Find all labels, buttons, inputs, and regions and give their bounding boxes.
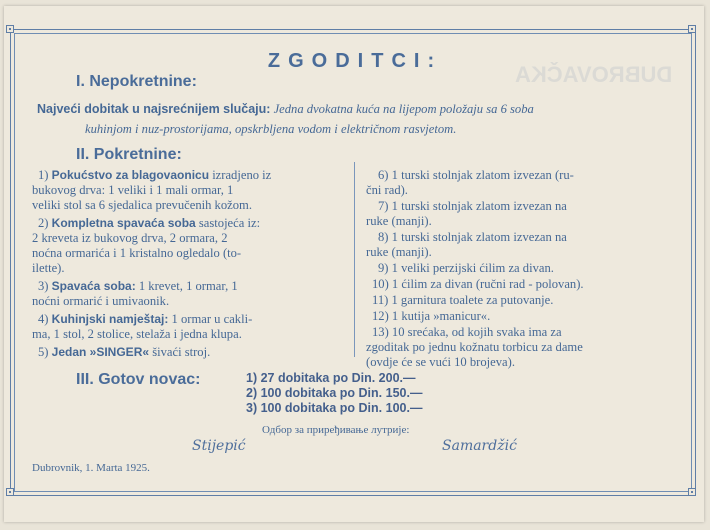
item11: 11) 1 garnitura toalete za putovanje. [372, 293, 554, 307]
corner-ornament-bottom-left [6, 488, 14, 496]
item4-line2: ma, 1 stol, 2 stolice, stelaža i jedna klupa. [32, 327, 242, 341]
bleed-through-text: DUBROVAČKA [515, 62, 673, 87]
item3-number: 3) [38, 279, 49, 293]
section1-lead: Najveći dobitak u najsrećnijem slučaju: [37, 102, 271, 116]
item1-number: 1) [38, 168, 49, 182]
item2-line3: noćna ormarića i 1 kristalno ogledalo (to- [32, 246, 242, 260]
item5-text: šivaći stroj. [152, 345, 211, 359]
committee-label: Одбор за приређивање лутрије: [262, 424, 410, 436]
section1-line1 [37, 102, 534, 117]
item1-line2: bukovog drva: 1 veliki i 1 mali ormar, 1 [32, 183, 234, 197]
item4-text: 1 ormar u cakli- [171, 312, 253, 326]
item13-line1: 13) 10 srećaka, od kojih svaka ima za [372, 325, 562, 339]
cash-prize-1: 1) 27 dobitaka po Din. 200.— [246, 371, 416, 385]
item4-number: 4) [38, 312, 49, 326]
corner-ornament-top-left [6, 25, 14, 33]
section3-heading: III. Gotov novac: [76, 371, 201, 388]
page-title: ZGODITCI: [267, 50, 443, 72]
corner-ornament-top-right [688, 25, 696, 33]
item9: 9) 1 veliki perzijski ćilim za divan. [378, 261, 554, 275]
item6-line2: čni rad). [366, 183, 408, 197]
item5-number: 5) [38, 345, 49, 359]
item5-line1 [38, 345, 210, 360]
item3-line2: noćni ormarić i umivaonik. [32, 294, 170, 308]
item5-label: Jedan »SINGER« [51, 345, 150, 359]
column-divider [354, 162, 355, 357]
item8-line2: ruke (manji). [366, 245, 432, 259]
cash-prize-2: 2) 100 dobitaka po Din. 150.— [246, 386, 423, 400]
item1-text: izradjeno iz [212, 168, 272, 182]
signature-right: Samardžić [442, 438, 517, 454]
section1-heading: I. Nepokretnine: [76, 73, 197, 90]
item7-line2: ruke (manji). [366, 214, 432, 228]
item8-line1: 8) 1 turski stolnjak zlatom izvezan na [378, 230, 567, 244]
item12: 12) 1 kutija »manicur«. [372, 309, 491, 323]
item2-number: 2) [38, 216, 49, 230]
item1-line3: veliki stol sa 6 sjedalica prevučenih kožom. [32, 198, 252, 212]
section1-text-2: kuhinjom i nuz-prostorijama, opskrbljena vodom i električnom rasvjetom. [85, 122, 457, 136]
item4-line1 [38, 312, 252, 327]
item10: 10) 1 ćilim za divan (ručni rad - polovan). [372, 277, 584, 291]
section2-heading: II. Pokretnine: [76, 146, 182, 163]
item3-text: 1 krevet, 1 ormar, 1 [138, 279, 238, 293]
place-date: Dubrovnik, 1. Marta 1925. [32, 462, 150, 474]
item13-line3: (ovdje će se vući 10 brojeva). [366, 355, 515, 369]
item3-line1 [38, 279, 238, 294]
item4-label: Kuhinjski namještaj: [51, 312, 169, 326]
item7-line1: 7) 1 turski stolnjak zlatom izvezan na [378, 199, 567, 213]
item3-label: Spavaća soba: [51, 279, 136, 293]
item2-line1 [38, 216, 260, 231]
item6-line1: 6) 1 turski stolnjak zlatom izvezan (ru- [378, 168, 574, 182]
item2-label: Kompletna spavaća soba [51, 216, 196, 230]
signature-left: Stijepić [192, 438, 246, 454]
item1-line1 [38, 168, 271, 183]
corner-ornament-bottom-right [688, 488, 696, 496]
cash-prize-3: 3) 100 dobitaka po Din. 100.— [246, 401, 423, 415]
item2-text: sastojeća iz: [198, 216, 261, 230]
item2-line2: 2 kreveta iz bukovog drva, 2 ormara, 2 [32, 231, 228, 245]
item2-line4: ilette). [32, 261, 65, 275]
section1-text-1: Jedna dvokatna kuća na lijepom položaju sa 6 soba [273, 102, 534, 116]
item13-line2: zgoditak po jednu kožnatu torbicu za dame [366, 340, 583, 354]
item1-label: Pokućstvo za blagovaonicu [51, 168, 210, 182]
